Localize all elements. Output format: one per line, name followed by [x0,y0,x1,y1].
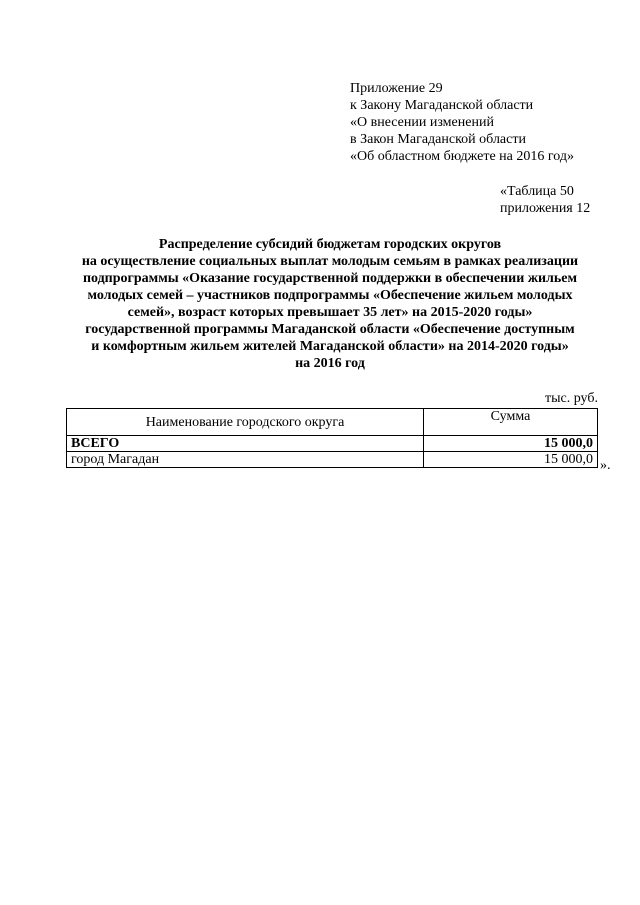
table-header-row [67,409,598,436]
appendix-line: в Закон Магаданской области [350,132,526,147]
appendix-header [350,80,574,165]
title-line: и комфортным жильем жителей Магаданской области» на 2014-2020 годы» [91,339,569,354]
table-ref-line: приложения 12 [500,201,591,216]
document-title [40,236,620,372]
row-name: город Магадан [67,452,424,468]
unit-label: тыс. руб. [545,391,598,406]
header-name: Наименование городского округа [67,409,424,436]
table-row [67,452,598,468]
table-reference [500,183,590,217]
row-sum: 15 000,0 [424,452,598,468]
title-line: на осуществление социальных выплат молодым семьям в рамках реализации [81,254,579,269]
title-line: семей», возраст которых превышает 35 лет» на 2015-2020 годы» [127,305,533,320]
table-ref-line: «Таблица 50 [500,184,574,199]
appendix-line: «Об областном бюджете на 2016 год» [350,149,574,164]
closing-quote: ». [600,458,611,473]
row-name: ВСЕГО [67,436,424,452]
header-sum: Сумма [424,409,598,436]
title-line: молодых семей – участников подпрограммы «Обеспечение жильем молодых [87,288,573,303]
appendix-line: к Закону Магаданской области [350,98,534,113]
title-line: Распределение субсидий бюджетам городских округов [158,237,502,252]
appendix-line: «О внесении изменений [350,115,494,130]
distribution-table [66,408,598,468]
row-sum: 15 000,0 [424,436,598,452]
appendix-line: Приложение 29 [350,81,443,96]
title-line: государственной программы Магаданской области «Обеспечение доступным [85,322,575,337]
title-line: на 2016 год [295,356,365,371]
table-row-total [67,436,598,452]
title-line: подпрограммы «Оказание государственной поддержки в обеспечении жильем [82,271,578,286]
